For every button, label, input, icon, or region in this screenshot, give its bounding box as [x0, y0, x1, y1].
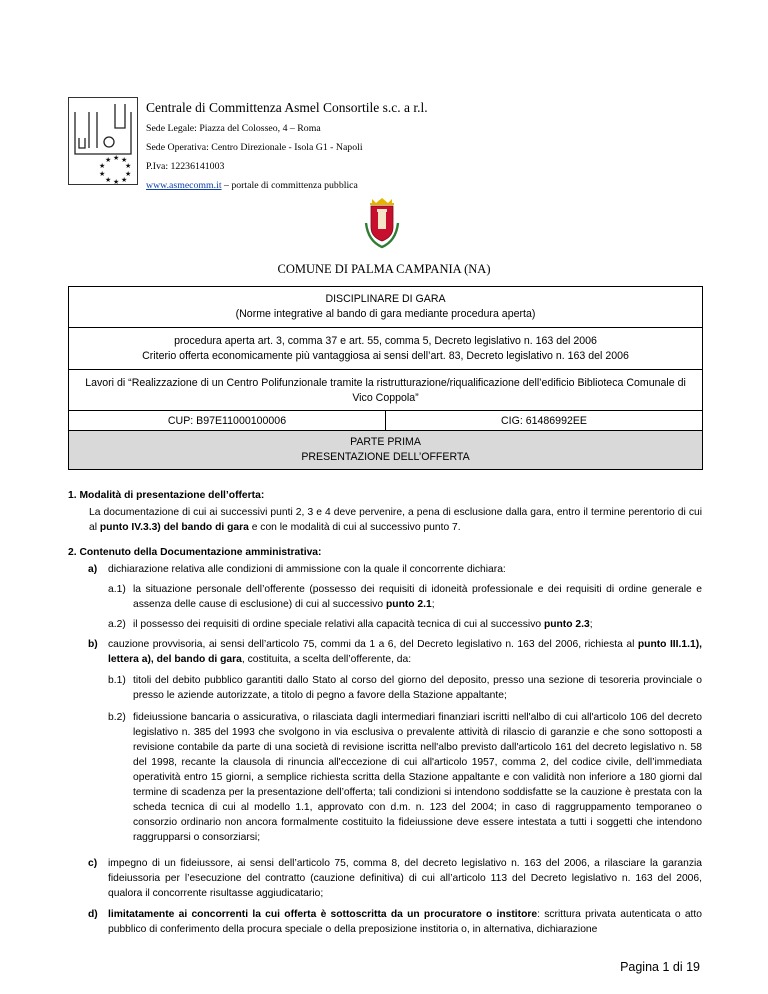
item-b2-text: fideiussione bancaria o assicurativa, o rilasciata dagli intermediari finanziari iscritti nell'albo di cui all'articolo 106 del decreto legislativo n. 385 del 1993 che svolgono in via esclusiva o prevalente attività di rilascio di garanzie e che sono sottoposti a revisione contabile da parte di una società di revisione iscritta nell'albo previsto dall'articolo 161 del decreto legislativo n. 58 del 1998, recante la clausola di rinuncia all'eccezione di cui all'articolo 1957, comma 2, del codice civile, dell’immediata operatività entro 15 giorni, a semplice richiesta scritta della Stazione appaltante e con validità non inferiore a 180 giorni dal termine di scadenza per la presentazione dell’offerta; tali condizioni si intendono soddisfatte se la cauzione è prestata con la scheda tecnica di cui al modello 1.1, approvato con d.m. n. 123 del 2004; in caso di raggruppamento temporaneo o consorzio ordinario non ancora formalmente costituito la fideiussione deve essere intestata a tutti i soggetti che intendono raggrupparsi o consorziarsi;: [133, 712, 702, 843]
website-line: [146, 180, 428, 191]
item-b1-text: titoli del debito pubblico garantiti dallo Stato al corso del giorno del deposito, presso una sezione di tesoreria provinciale o presso le aziende autorizzate, a titolo di pegno a favore della Stazione appaltante;: [133, 675, 702, 701]
svg-text:★: ★: [99, 162, 106, 170]
part-number: PARTE PRIMA: [350, 436, 421, 448]
item-a1-label: a.1): [108, 584, 126, 595]
part-one-banner: [68, 430, 703, 470]
item-a2-label: a.2): [108, 619, 126, 630]
tender-info-table: [68, 286, 703, 435]
cig-code: CIG: 61486992EE: [501, 415, 587, 427]
item-b1-label: b.1): [108, 675, 126, 686]
title-row: [69, 287, 702, 328]
section-2-heading: 2. Contenuto della Documentazione amministrativa:: [68, 547, 322, 558]
part-title: PRESENTAZIONE DELL’OFFERTA: [301, 451, 470, 463]
svg-text:★: ★: [105, 156, 112, 164]
item-d-label: d): [88, 909, 98, 920]
municipal-crest-icon: [362, 197, 402, 249]
procedure-text: procedura aperta art. 3, comma 37 e art. 55, comma 5, Decreto legislativo n. 163 del 2006: [174, 335, 597, 347]
works-row: [69, 370, 702, 411]
svg-text:★: ★: [125, 170, 132, 178]
svg-text:★: ★: [99, 170, 106, 178]
svg-text:★: ★: [113, 154, 120, 162]
svg-text:★: ★: [125, 162, 132, 170]
item-b2-label: b.2): [108, 712, 126, 723]
item-c-text: impegno di un fideiussore, ai sensi dell’articolo 75, comma 8, del decreto legislativo n. 163 del 2006, a rilasciare la garanzia fideiussoria per l’esecuzione del contratto (cauzione definitiva) di cui all’articolo 113 del Decreto legislativo n. 163 del 2006, qualora il concorrente risultasse aggiudicatario;: [108, 858, 702, 899]
section-1: [68, 488, 702, 535]
item-a1-text: la situazione personale dell’offerente (possesso dei requisiti di idoneità professionale e dei requisiti di ordine generale e assenza delle cause di esclusione) di cui al successivo punto 2.1;: [133, 584, 702, 610]
cup-code: CUP: B97E11000100006: [69, 411, 386, 434]
svg-text:★: ★: [121, 176, 128, 184]
comune-title: COMUNE DI PALMA CAMPANIA (NA): [277, 262, 491, 276]
legal-seat: Sede Legale: Piazza del Colosseo, 4 – Roma: [146, 123, 321, 134]
procedure-row: [69, 328, 702, 370]
website-suffix: – portale di committenza pubblica: [221, 180, 358, 191]
item-b-label: b): [88, 639, 98, 650]
item-d-text: limitatamente ai concorrenti la cui offerta è sottoscritta da un procuratore o institore: scrittura privata autenticata o atto pubblico di conferimento della procura speciale o della preposizione institoria o, in alternativa, dichiarazione: [108, 909, 703, 935]
doc-title: DISCIPLINARE DI GARA: [325, 293, 446, 305]
criterion-text: Criterio offerta economicamente più vantaggiosa ai sensi dell’art. 83, Decreto legislativo n. 163 del 2006: [142, 350, 629, 362]
doc-subtitle: (Norme integrative al bando di gara mediante procedura aperta): [235, 308, 536, 320]
svg-text:★: ★: [121, 156, 128, 164]
section-1-paragraph: La documentazione di cui ai successivi punti 2, 3 e 4 deve pervenire, a pena di esclusione dalla gara, entro il termine perentorio di cui al punto IV.3.3) del bando di gara e con le modalità di cui al successivo punto 7.: [89, 507, 702, 533]
item-a2-text: il possesso dei requisiti di ordine speciale relativi alla capacità tecnica di cui al successivo punto 2.3;: [133, 619, 593, 630]
page-number: Pagina 1 di 19: [620, 960, 700, 974]
section-1-heading: 1. Modalità di presentazione dell’offerta:: [68, 490, 265, 501]
item-c-label: c): [88, 858, 98, 869]
item-a-label: a): [88, 564, 98, 575]
header-block: [146, 100, 428, 199]
svg-text:★: ★: [105, 176, 112, 184]
section-2-heading-wrap: [68, 545, 702, 560]
org-title: Centrale di Committenza Asmel Consortile s.c. a r.l.: [146, 100, 428, 115]
vat-number: P.Iva: 12236141003: [146, 161, 225, 172]
svg-text:★: ★: [113, 178, 120, 184]
item-b-text: cauzione provvisoria, ai sensi dell’articolo 75, commi da 1 a 6, del Decreto legislativo n. 163 del 2006, richiesta al punto III.1.1), lettera a), del bando di gara, costituita, a scelta dell’offerente, da:: [108, 639, 702, 665]
item-a-text: dichiarazione relativa alle condizioni di ammissione con la quale il concorrente dichiara:: [108, 564, 506, 575]
works-title: Lavori di “Realizzazione di un Centro Polifunzionale tramite la ristrutturazione/riqualificazione dell’edificio Biblioteca Comunale di Vico Coppola”: [85, 377, 686, 404]
website-link[interactable]: www.asmecomm.it: [146, 180, 222, 191]
operative-seat: Sede Operativa: Centro Direzionale - Isola G1 - Napoli: [146, 142, 363, 153]
asmel-logo: [68, 97, 138, 185]
